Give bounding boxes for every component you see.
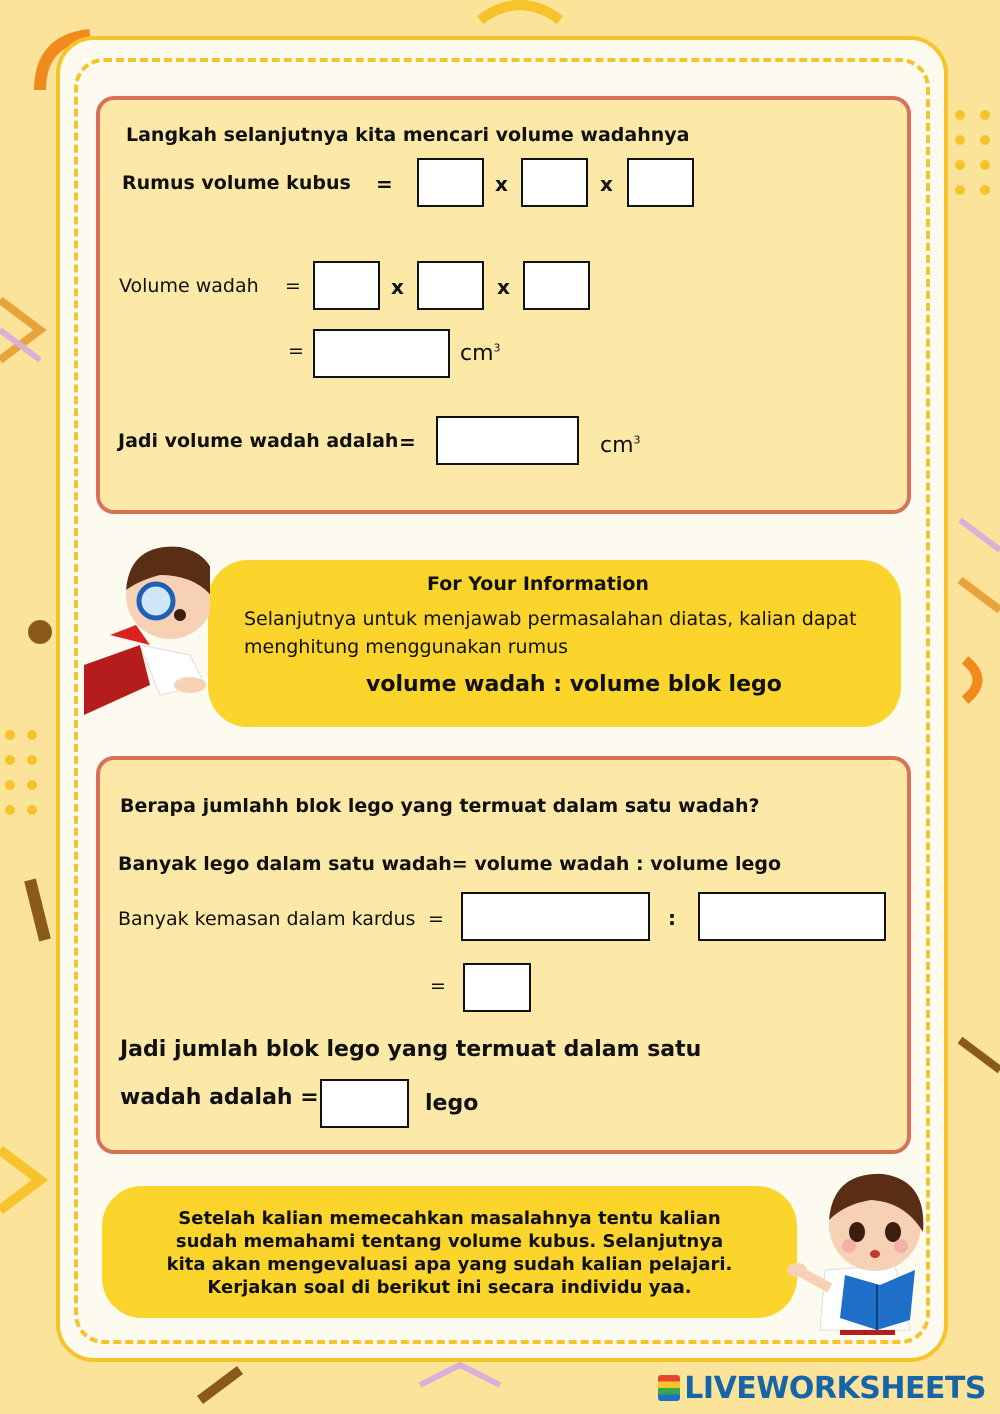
- equals-sign: =: [376, 172, 393, 196]
- equals-sign: =: [428, 908, 444, 930]
- lego-unit: lego: [425, 1091, 479, 1116]
- volume-result-input[interactable]: [313, 329, 450, 378]
- equals-sign: =: [285, 275, 301, 297]
- calc-label: Banyak kemasan dalam kardus: [118, 908, 416, 930]
- unit-label: $cm^3$: [460, 341, 501, 366]
- container-volume-input[interactable]: [461, 892, 650, 941]
- unit-label: $cm^3$: [600, 433, 641, 458]
- logo-icon: [658, 1375, 680, 1401]
- info-body-line1: Selanjutnya untuk menjawab permasalahan diatas, kalian dapat: [244, 608, 857, 630]
- closing-line3: kita akan mengevaluasi apa yang sudah kalian pelajari.: [166, 1254, 733, 1275]
- side-input-3[interactable]: [627, 158, 694, 207]
- section1-heading: Langkah selanjutnya kita mencari volume wadahnya: [126, 124, 690, 146]
- liveworksheets-logo: LIVEWORKSHEETS: [658, 1371, 986, 1406]
- times-sign: x: [391, 275, 404, 299]
- lego-volume-input[interactable]: [698, 892, 886, 941]
- times-sign: x: [600, 172, 613, 196]
- info-title: For Your Information: [427, 573, 649, 595]
- student-book-illustration: [785, 1170, 935, 1335]
- width-input[interactable]: [417, 261, 484, 310]
- equals-sign: =: [288, 340, 304, 362]
- equals-sign: =: [399, 430, 416, 454]
- volume-label: Volume wadah: [119, 275, 259, 297]
- section2-formula: Banyak lego dalam satu wadah= volume wadah : volume lego: [118, 853, 782, 875]
- conclusion-label: Jadi volume wadah adalah: [118, 430, 399, 452]
- section2-question: Berapa jumlahh blok lego yang termuat dalam satu wadah?: [120, 795, 760, 817]
- count-result-input[interactable]: [463, 963, 531, 1012]
- side-input-2[interactable]: [521, 158, 588, 207]
- closing-line1: Setelah kalian memecahkan masalahnya tentu kalian: [178, 1208, 721, 1229]
- side-input-1[interactable]: [417, 158, 484, 207]
- equals-sign: =: [430, 975, 446, 997]
- info-formula: volume wadah : volume blok lego: [366, 672, 782, 697]
- lego-answer-input[interactable]: [320, 1079, 409, 1128]
- times-sign: x: [497, 275, 510, 299]
- height-input[interactable]: [523, 261, 590, 310]
- closing-line4: Kerjakan soal di berikut ini secara individu yaa.: [207, 1277, 692, 1298]
- formula-label: Rumus volume kubus: [122, 172, 351, 194]
- student-magnifier-illustration: [80, 535, 210, 720]
- conclusion-line2: wadah adalah =: [120, 1085, 319, 1110]
- divide-sign: :: [668, 906, 676, 930]
- length-input[interactable]: [313, 261, 380, 310]
- volume-answer-input[interactable]: [436, 416, 579, 465]
- closing-line2: sudah memahami tentang volume kubus. Selanjutnya: [175, 1231, 724, 1252]
- conclusion-line1: Jadi jumlah blok lego yang termuat dalam satu: [120, 1037, 702, 1062]
- info-body-line2: menghitung menggunakan rumus: [244, 636, 569, 658]
- times-sign: x: [495, 172, 508, 196]
- closing-info-box: [102, 1186, 797, 1318]
